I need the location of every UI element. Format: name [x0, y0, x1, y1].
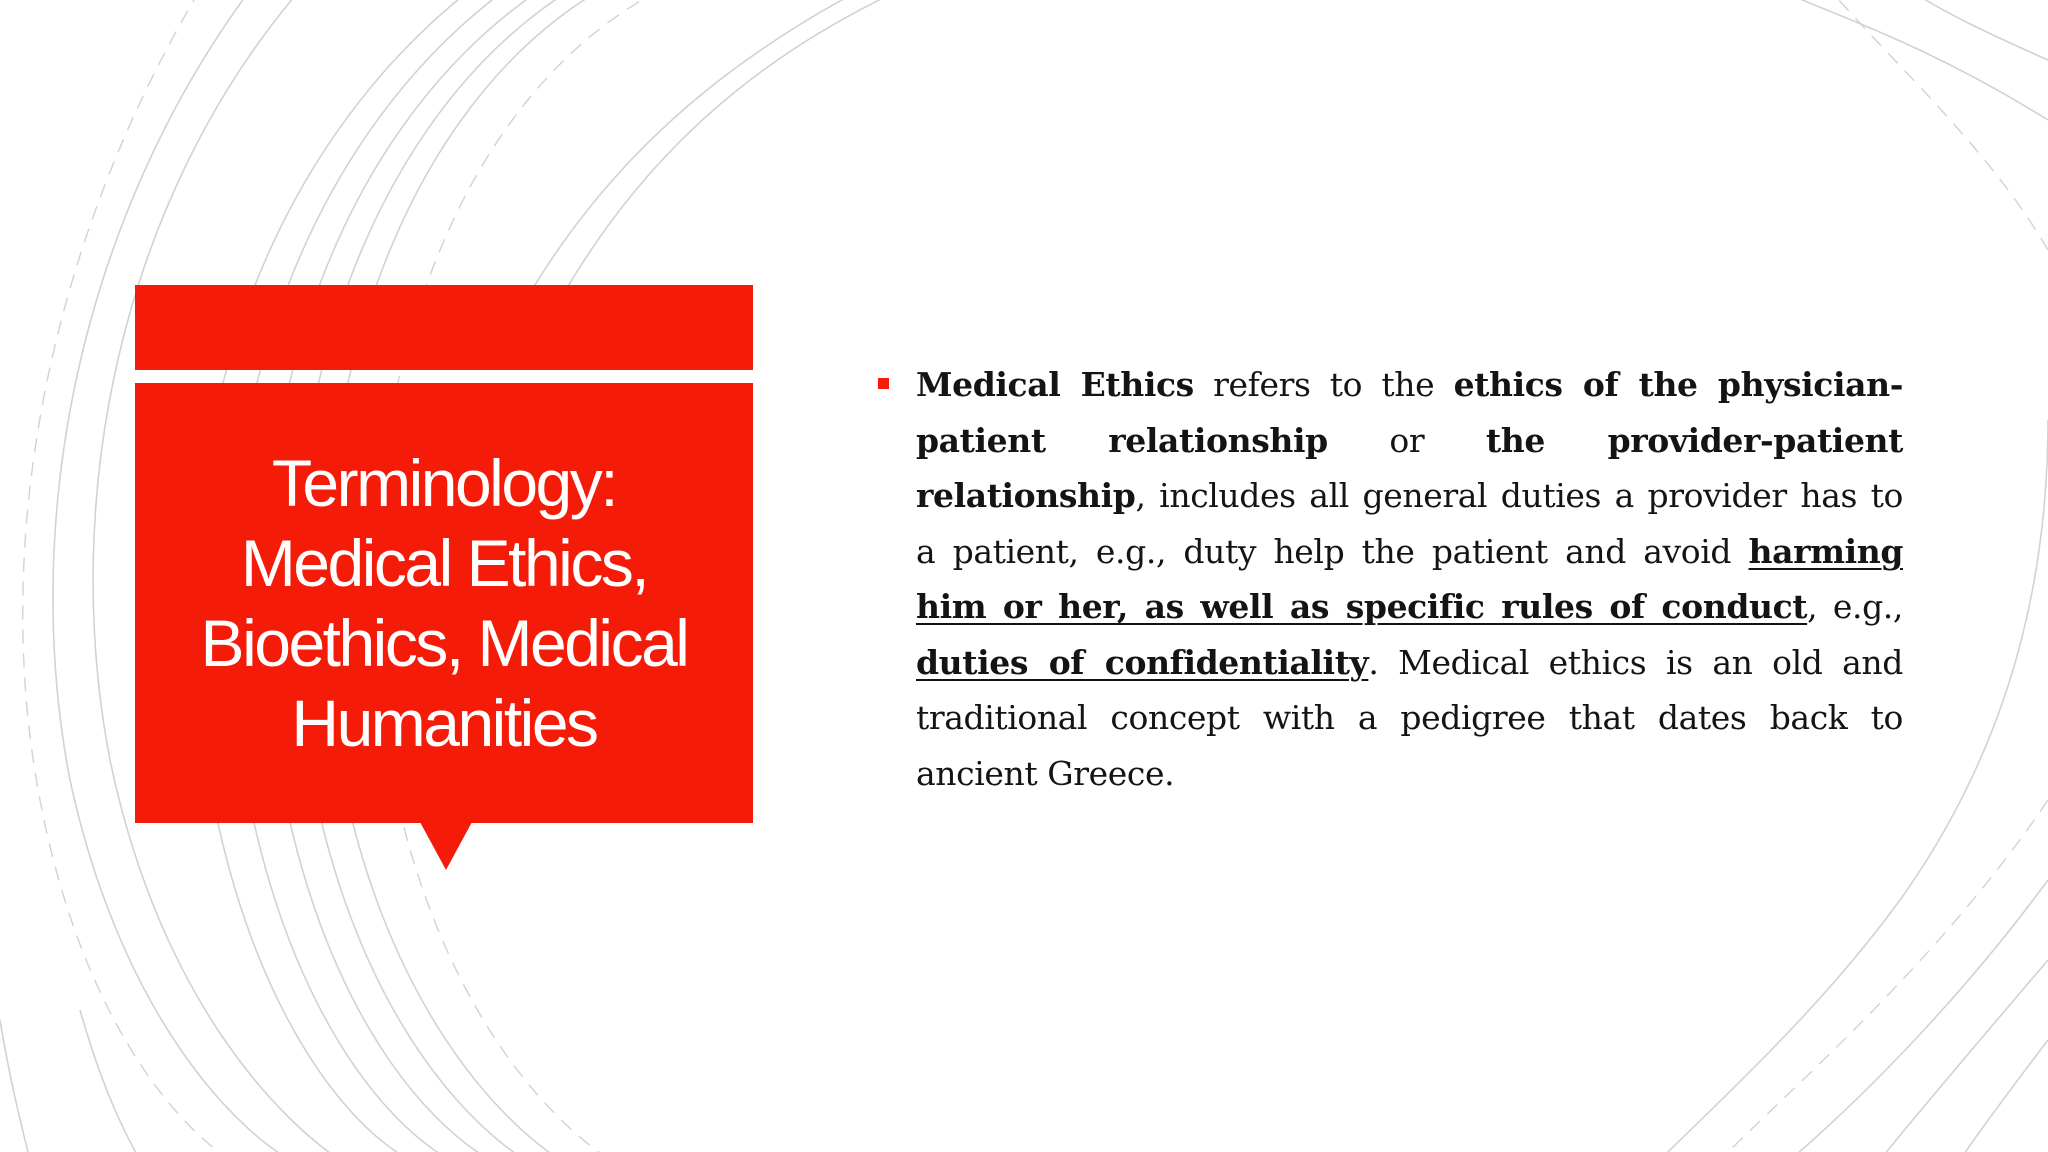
slide-title-line: Bioethics, Medical — [200, 606, 688, 680]
term-provider-patient-relationship: the provider-patient relationship — [916, 420, 1903, 515]
text-segment: , includes all general duties a provider has to a patient, e.g., duty help the patient and avoid — [916, 476, 1903, 571]
title-callout-box — [135, 383, 753, 823]
bullet-paragraph — [916, 357, 1903, 801]
callout-pointer — [420, 822, 472, 870]
slide-title-line: Humanities — [291, 686, 597, 760]
slide-title-line: Medical Ethics, — [240, 526, 648, 600]
text-segment: , e.g., — [1807, 587, 1903, 626]
content-area — [878, 357, 1903, 801]
term-physician-patient-relationship: ethics of the physician-patient relationship — [916, 365, 1903, 460]
text-segment: refers to the — [1193, 365, 1454, 404]
slide-title-line: Terminology: — [271, 446, 617, 520]
text-segment: . Medical ethics is an old and traditional concept with a pedigree that dates back to ancient Greece. — [916, 642, 1903, 793]
slide-title — [181, 443, 708, 763]
text-segment: or — [1327, 420, 1486, 460]
term-duties-of-confidentiality: duties of confidentiality — [916, 642, 1369, 682]
square-bullet-icon — [878, 378, 889, 389]
title-accent-bar — [135, 285, 753, 370]
term-medical-ethics: Medical Ethics — [916, 365, 1194, 404]
term-harming-rules-of-conduct: harming him or her, as well as specific rules of conduct — [916, 531, 1903, 626]
